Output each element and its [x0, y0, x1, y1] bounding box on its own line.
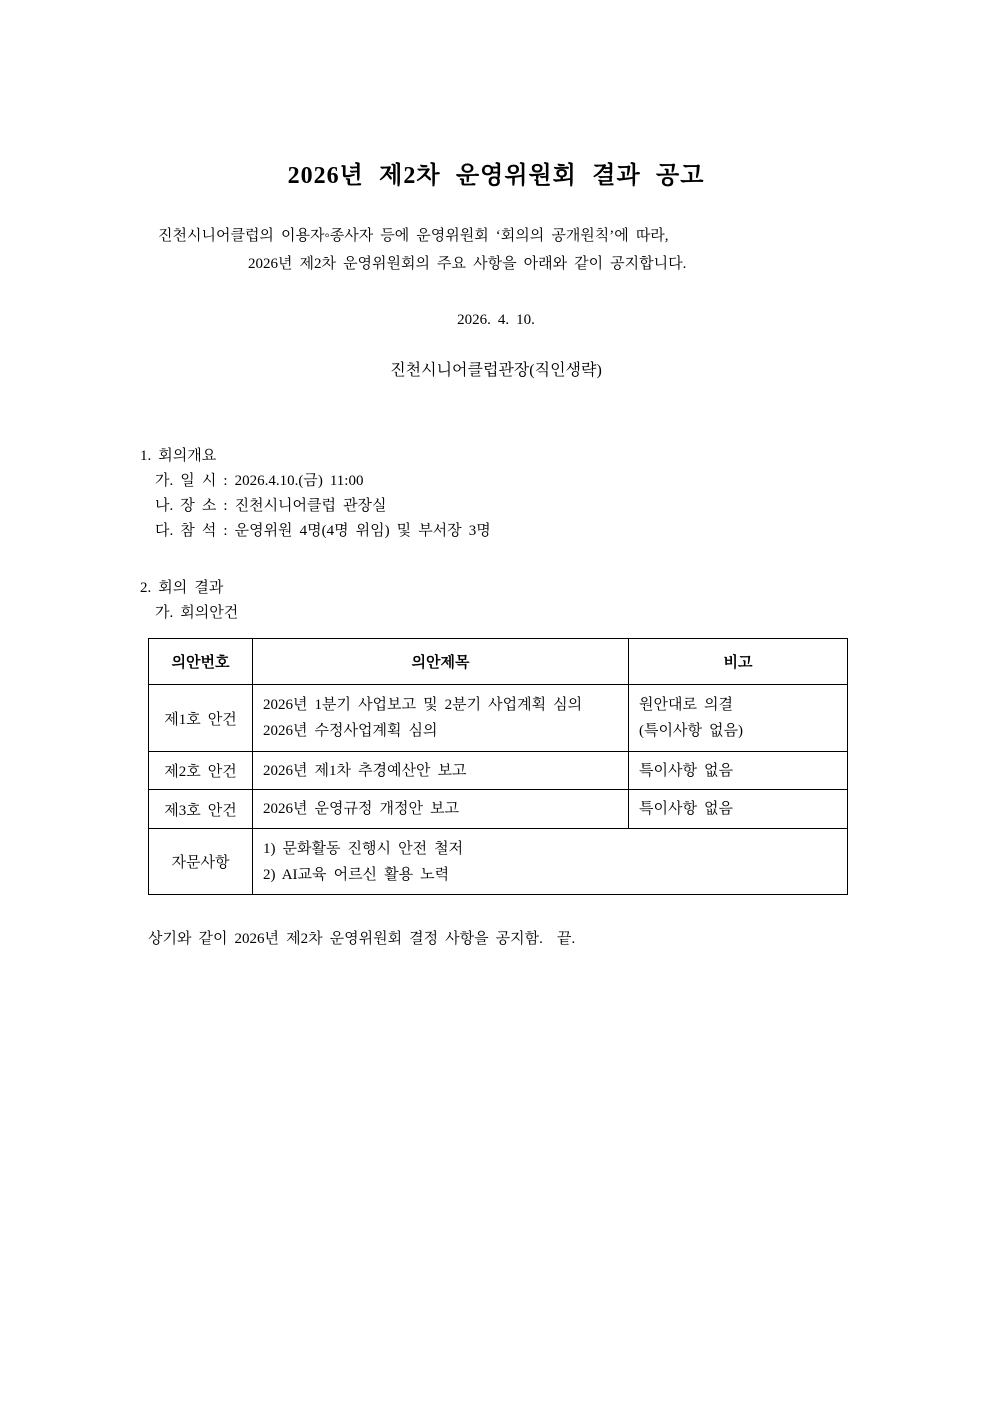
document-title: 2026년 제2차 운영위원회 결과 공고 — [287, 163, 705, 189]
agenda-3-note — [629, 790, 848, 829]
section-1-heading: 1. 회의개요 — [140, 448, 217, 464]
agenda-1-note — [629, 685, 848, 752]
table-row-agenda-3 — [149, 790, 848, 829]
signature-line: 진천시니어클럽관장(직인생략) — [390, 362, 602, 379]
column-header-agenda-title: 의안제목 — [253, 639, 629, 685]
section-2a-subheading: 가. 회의안건 — [155, 605, 239, 621]
agenda-2-title — [253, 752, 629, 790]
cell-line: (특이사항 없음) — [639, 723, 743, 739]
cell-line: 특이사항 없음 — [639, 762, 733, 779]
meeting-datetime-item: 가. 일 시 : 2026.4.10.(금) 11:00 — [155, 473, 364, 489]
agenda-2-note — [629, 752, 848, 790]
column-header-agenda-number: 의안번호 — [149, 639, 253, 685]
cell-line: 2026년 수정사업계획 심의 — [263, 723, 438, 739]
cell-line: 1) 문화활동 진행시 안전 철저 — [263, 840, 464, 857]
table-row-advisory — [149, 829, 848, 895]
meeting-place-item: 나. 장 소 : 진천시니어클럽 관장실 — [155, 498, 387, 514]
table-row-agenda-1 — [149, 685, 848, 752]
advisory-label: 자문사항 — [149, 829, 253, 895]
agenda-1-title — [253, 685, 629, 752]
notice-date: 2026. 4. 10. — [457, 312, 535, 328]
meeting-attendance-item: 다. 참 석 : 운영위원 4명(4명 위임) 및 부서장 3명 — [155, 523, 491, 539]
cell-line: 2026년 제1차 추경예산안 보고 — [263, 762, 467, 779]
agenda-3-number: 제3호 안건 — [149, 790, 253, 829]
agenda-1-number: 제1호 안건 — [149, 685, 253, 752]
cell-line: 2) AI교육 어르신 활용 노력 — [263, 866, 450, 883]
column-header-note: 비고 — [629, 639, 848, 685]
agenda-results-table — [148, 638, 848, 895]
intro-line-2: 2026년 제2차 운영위원회의 주요 사항을 아래와 같이 공지합니다. — [248, 256, 687, 272]
cell-line: 2026년 1분기 사업보고 및 2분기 사업계획 심의 — [263, 697, 583, 713]
advisory-content — [253, 829, 848, 895]
agenda-3-title — [253, 790, 629, 829]
closing-line: 상기와 같이 2026년 제2차 운영위원회 결정 사항을 공지함. 끝. — [148, 931, 576, 947]
cell-line: 특이사항 없음 — [639, 801, 733, 817]
section-2-heading: 2. 회의 결과 — [140, 580, 224, 596]
intro-paragraph — [0, 222, 992, 278]
cell-line: 원안대로 의결 — [639, 697, 733, 713]
agenda-2-number: 제2호 안건 — [149, 752, 253, 790]
table-row-agenda-2 — [149, 752, 848, 790]
intro-line-1: 진천시니어클럽의 이용자◦종사자 등에 운영위원회 ‘회의의 공개원칙’에 따라, — [158, 228, 669, 244]
table-header-row — [149, 639, 848, 685]
cell-line: 2026년 운영규정 개정안 보고 — [263, 801, 460, 817]
